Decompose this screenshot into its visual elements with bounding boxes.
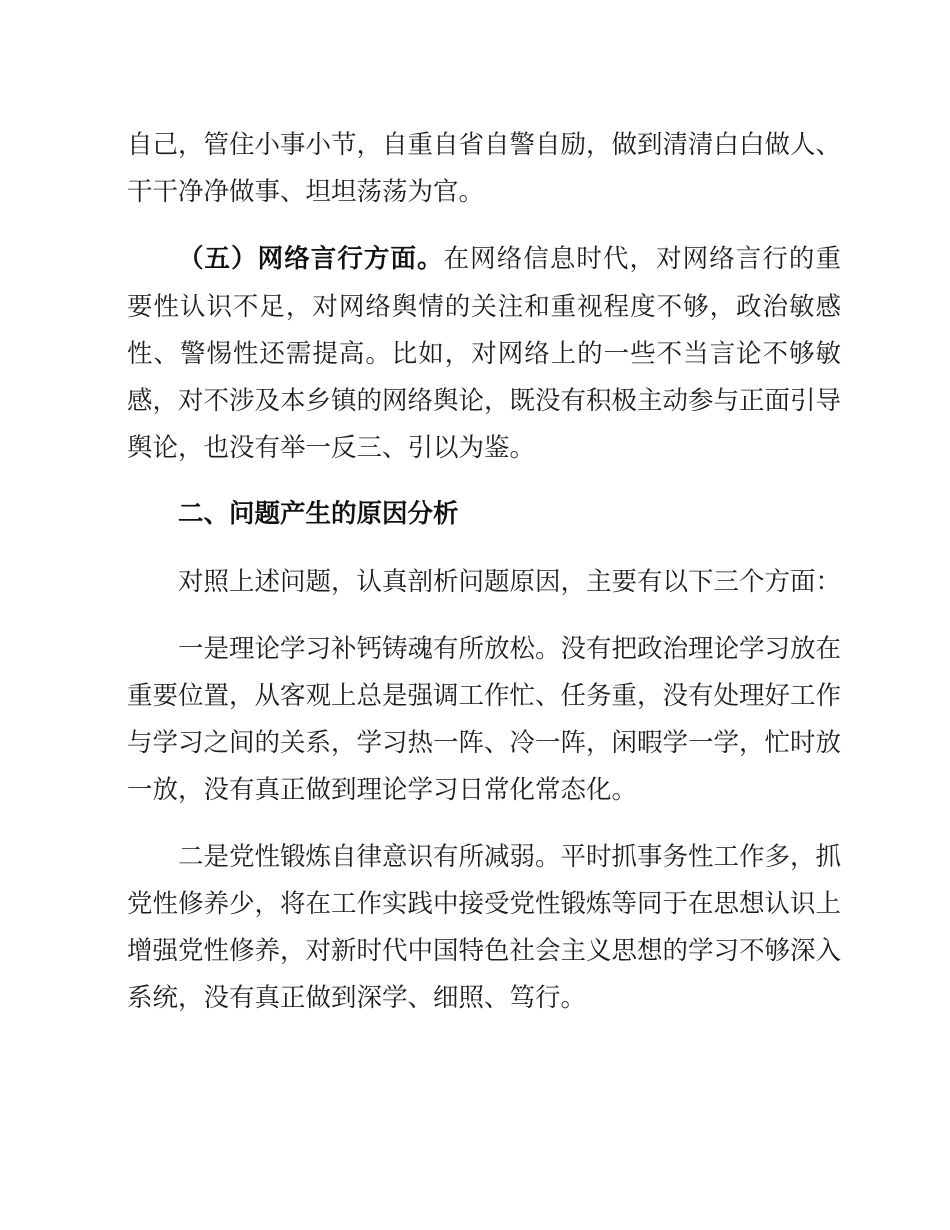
paragraph-section-five (127, 235, 841, 471)
paragraph-cause-one (127, 625, 841, 813)
paragraph-text: 对照上述问题，认真剖析问题原因，主要有以下三个方面： (178, 567, 842, 596)
heading-text: 二、问题产生的原因分析 (178, 500, 459, 528)
paragraph-continuation (127, 121, 841, 215)
paragraph-cause-two (127, 833, 841, 1021)
document-body (127, 121, 841, 1021)
paragraph-lead-bold: （五）网络言行方面。 (178, 245, 444, 273)
paragraph-text: 一是理论学习补钙铸魂有所放松。没有把政治理论学习放在重要位置，从客观上总是强调工作忙、任务重，没有处理好工作与学习之间的关系，学习热一阵、冷一阵，闲暇学一学，忙时放一放，没有真正做到理论学习日常化常态化。 (127, 634, 842, 804)
section-heading-two (127, 491, 841, 538)
paragraph-text: 二是党性锻炼自律意识有所减弱。平时抓事务性工作多，抓党性修养少，将在工作实践中接受党性锻炼等同于在思想认识上增强党性修养，对新时代中国特色社会主义思想的学习不够深入系统，没有真正做到深学、细照、笃行。 (127, 842, 842, 1012)
paragraph-text: 自己，管住小事小节，自重自省自警自励，做到清清白白做人、干干净净做事、坦坦荡荡为官。 (127, 130, 842, 206)
paragraph-intro-causes (127, 558, 841, 605)
paragraph-text: 在网络信息时代，对网络言行的重要性认识不足，对网络舆情的关注和重视程度不够，政治敏感性、警惕性还需提高。比如，对网络上的一些不当言论不够敏感，对不涉及本乡镇的网络舆论，既没有积极主动参与正面引导舆论，也没有举一反三、引以为鉴。 (127, 244, 842, 462)
